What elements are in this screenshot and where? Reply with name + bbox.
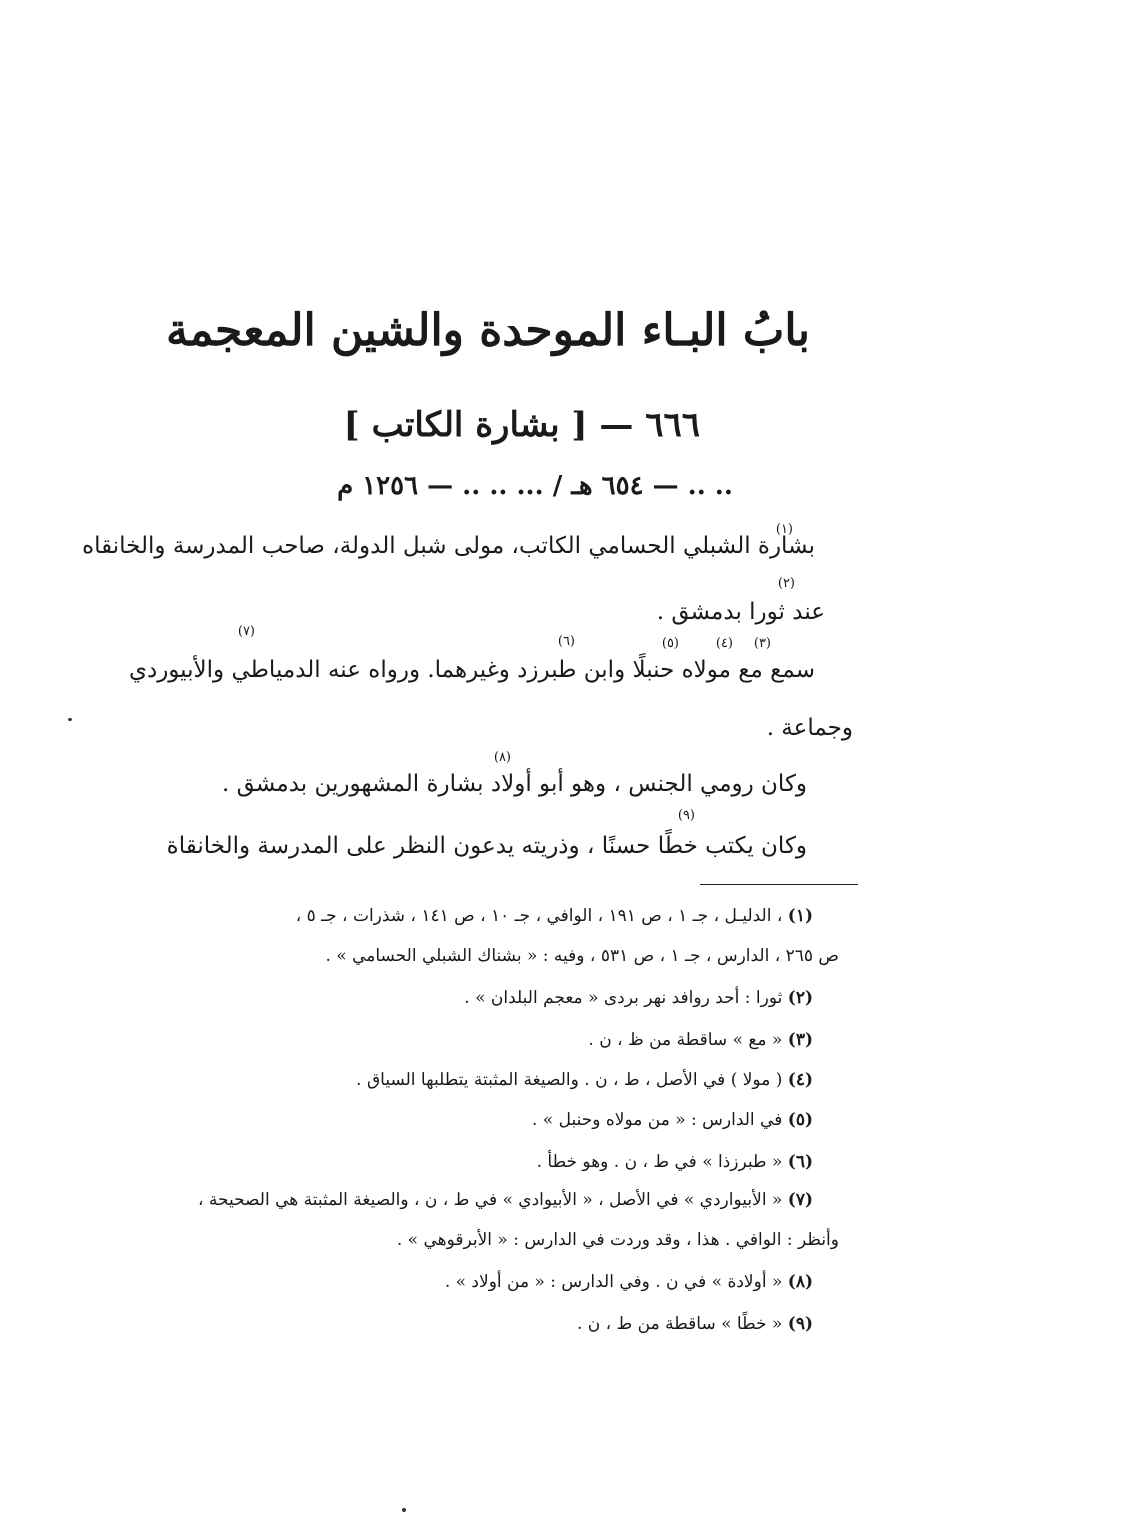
footnote-1 [296,902,813,930]
date-line: .. .. — ٦٥٤ هـ / ... .. .. — ١٢٥٦ م [337,471,733,501]
body-line-3 [129,652,815,688]
footnote-1-cont [325,942,839,970]
footnote-ref-7: (٧) [237,624,255,639]
footnote-number: (١) [787,906,813,926]
footnote-6 [537,1148,813,1176]
footnote-divider [700,884,858,885]
footnote-ref-2: (٢) [777,576,795,591]
footnote-7-cont [397,1226,839,1254]
footnote-text: في الدارس : « من مولاه وحنبل » . [531,1110,783,1130]
footnote-9 [577,1310,813,1338]
footnote-number: (٣) [787,1030,813,1050]
footnote-8 [445,1268,813,1296]
body-text: سمع مع مولاه حنبلًا وابن طبرزد وغيرهما. ورواه عنه الدمياطي والأبيوردي [128,657,815,683]
footnote-number: (٥) [787,1110,813,1130]
footnote-3 [588,1026,813,1054]
footnote-ref-4: (٤) [715,636,733,651]
body-line-1 [82,528,815,564]
footnote-ref-9: (٩) [677,808,695,823]
footnote-number: (٦) [787,1152,813,1172]
footnote-number: (٩) [787,1314,813,1334]
body-line-2 [657,594,825,630]
footnote-4 [356,1066,813,1094]
footnote-ref-6: (٦) [557,634,575,649]
footnote-text: « الأبيواردي » في الأصل ، « الأبيوادي » في ط ، ن ، والصيغة المثبتة هي الصحيحة ، [197,1190,783,1210]
footnote-2 [464,984,813,1012]
footnote-text: « أولادة » في ن . وفي الدارس : « من أولاد » . [444,1272,783,1292]
footnote-text: « خطًا » ساقطة من ط ، ن . [576,1314,783,1334]
footnote-7 [198,1186,813,1214]
chapter-title: بابُ البـاء الموحدة والشين المعجمة [165,305,810,356]
footnote-number: (٧) [787,1190,813,1210]
footnote-text: ص ٢٦٥ ، الدارس ، جـ ١ ، ص ٥٣١ ، وفيه : « بشناك الشبلي الحسامي » . [325,946,839,966]
footnote-ref-8: (٨) [493,750,511,765]
entry-heading: ٦٦٦ — [ بشارة الكاتب ] [343,405,700,445]
footnote-ref-5: (٥) [661,636,679,651]
footnote-number: (٨) [787,1272,813,1292]
footnote-text: ، الدليـل ، جـ ١ ، ص ١٩١ ، الوافي ، جـ ١٠ ، ص ١٤١ ، شذرات ، جـ ٥ ، [295,906,783,926]
footnote-text: ( مولا ) في الأصل ، ط ، ن . والصيغة المثبتة يتطلبها السياق . [356,1070,783,1090]
scan-speck [68,718,72,721]
body-text: عند ثورا بدمشق . [656,599,825,625]
footnote-5 [532,1106,813,1134]
scan-speck [402,1508,406,1512]
body-text: بشارة الشبلي الحسامي الكاتب، مولى شبل الدولة، صاحب المدرسة والخانقاه [82,533,815,559]
body-text: وكان يكتب خطًا حسنًا ، وذريته يدعون النظر على المدرسة والخانقاة [166,833,807,859]
footnote-number: (٤) [787,1070,813,1090]
body-text: وجماعة . [766,715,853,741]
footnote-ref-1: (١) [775,522,793,537]
footnote-text: « طبرزذا » في ط ، ن . وهو خطأ . [536,1152,783,1172]
body-line-5 [222,766,807,802]
body-text: وكان رومي الجنس ، وهو أبو أولاد بشارة المشهورين بدمشق . [222,771,807,797]
footnote-ref-3: (٣) [753,636,771,651]
footnote-number: (٢) [787,988,813,1008]
body-line-6 [167,828,807,864]
footnote-text: وأنظر : الوافي . هذا ، وقد وردت في الدارس : « الأبرقوهي » . [396,1230,839,1250]
body-line-4 [767,710,853,746]
footnote-text: ثورا : أحد روافد نهر بردى « معجم البلدان » . [464,988,783,1008]
footnote-text: « مع » ساقطة من ظ ، ن . [588,1030,783,1050]
